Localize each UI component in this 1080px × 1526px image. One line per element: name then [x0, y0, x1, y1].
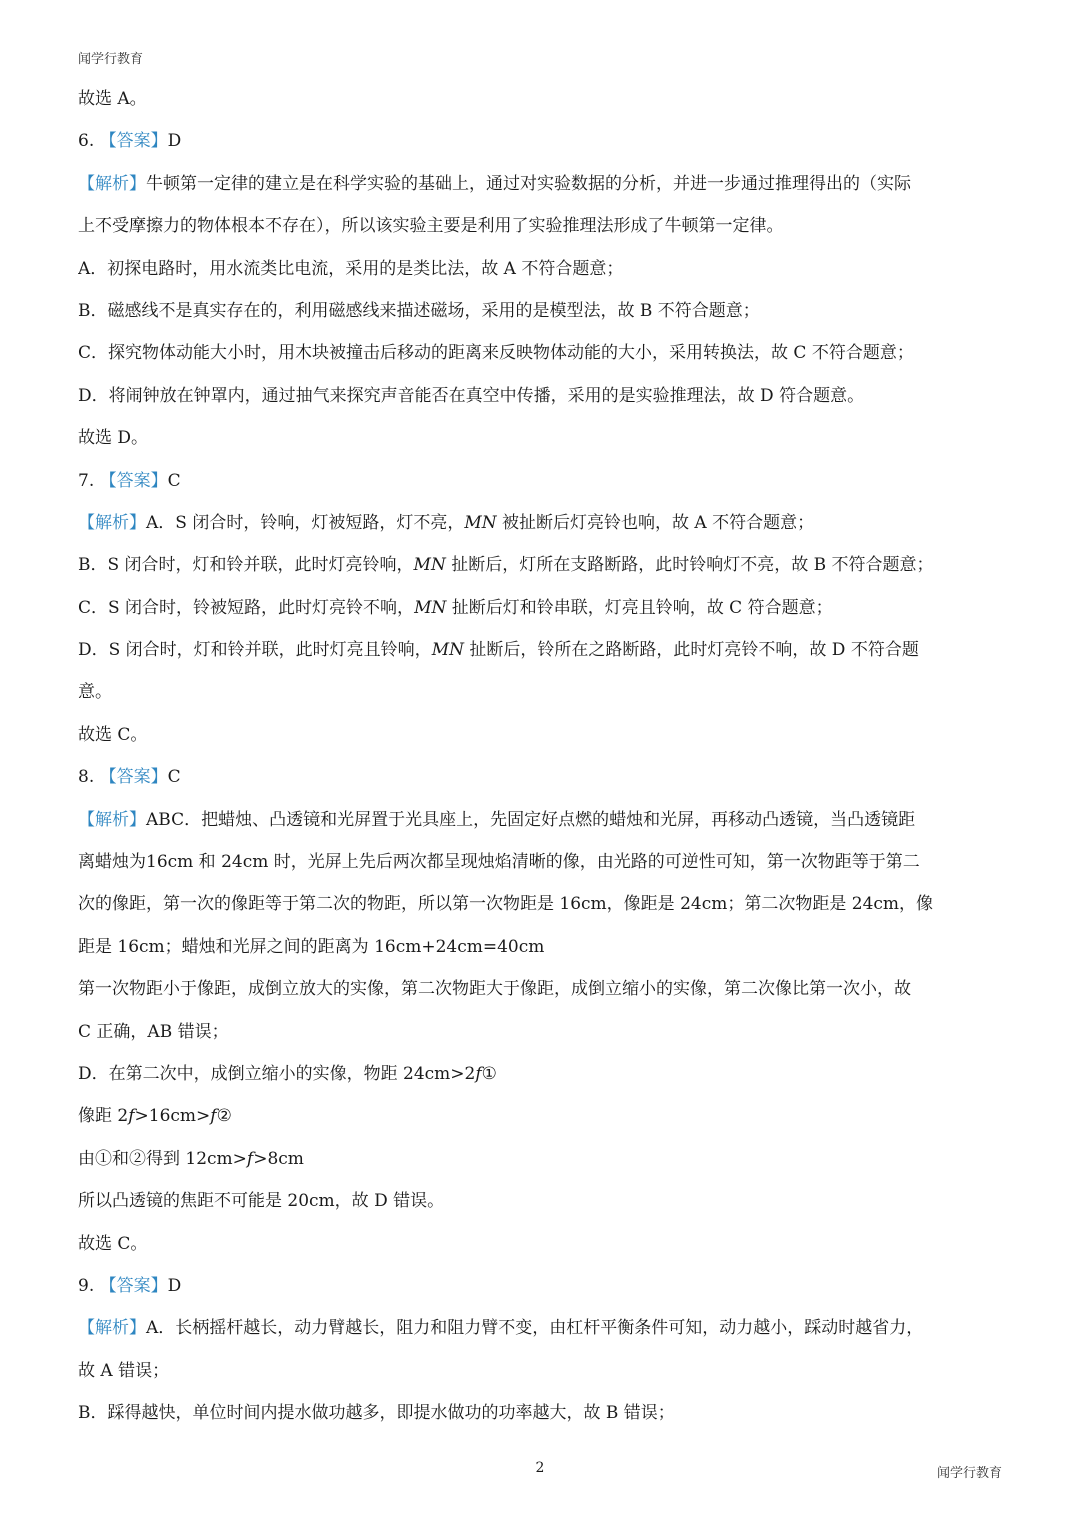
text-segment: B．踩得越快，单位时间内提水做功越多，即提水做功的功率越大，故 B 错误； — [78, 1403, 675, 1424]
italic-symbol: MN — [464, 512, 497, 533]
text-segment: 9. — [78, 1275, 100, 1296]
text-segment: 故选 D。 — [78, 428, 149, 449]
text-line — [78, 799, 1006, 841]
text-segment: >16cm> — [134, 1106, 211, 1127]
italic-symbol: MN — [431, 640, 464, 661]
text-line — [78, 120, 1006, 162]
text-line — [78, 714, 1006, 756]
text-line — [78, 1265, 1006, 1307]
header-brand: 闻学行教育 — [78, 52, 144, 67]
analysis-tag: 【解析】 — [78, 512, 146, 533]
text-line — [78, 290, 1006, 332]
text-line — [78, 926, 1006, 968]
text-line — [78, 375, 1006, 417]
text-segment: A．初探电路时，用水流类比电流，采用的是类比法，故 A 不符合题意； — [78, 258, 624, 279]
analysis-tag: 【解析】 — [78, 173, 146, 194]
text-line — [78, 1180, 1006, 1222]
text-line — [78, 502, 1006, 544]
text-line — [78, 248, 1006, 290]
text-segment: 第一次物距小于像距，成倒立放大的实像，第二次物距大于像距，成倒立缩小的实像，第二次像比第一次小，故 — [78, 979, 911, 1000]
text-segment: A．S 闭合时，铃响，灯被短路，灯不亮， — [146, 512, 465, 533]
text-segment: 扯断后灯和铃串联，灯亮且铃响，故 C 符合题意； — [446, 597, 833, 618]
text-segment: C 正确，AB 错误； — [78, 1021, 229, 1042]
italic-symbol: MN — [414, 597, 447, 618]
text-segment: A．长柄摇杆越长，动力臂越长，阻力和阻力臂不变，由杠杆平衡条件可知，动力越小，踩动时越省力， — [146, 1318, 924, 1339]
text-line — [78, 460, 1006, 502]
text-line — [78, 883, 1006, 925]
text-segment: D — [167, 131, 182, 152]
text-segment: 所以凸透镜的焦距不可能是 20cm，故 D 错误。 — [78, 1191, 445, 1212]
text-segment: 7. — [78, 470, 100, 491]
answer-tag: 【答案】 — [99, 1275, 168, 1296]
text-segment: 扯断后，灯所在支路断路，此时铃响灯不亮，故 B 不符合题意； — [445, 555, 934, 576]
text-segment: D．将闹钟放在钟罩内，通过抽气来探究声音能否在真空中传播，采用的是实验推理法，故 D 符合题意。 — [78, 385, 865, 406]
text-segment: D — [167, 1275, 182, 1296]
text-line — [78, 1223, 1006, 1265]
text-segment: ABC．把蜡烛、凸透镜和光屏置于光具座上，先固定好点燃的蜡烛和光屏，再移动凸透镜，当凸透镜距 — [146, 809, 916, 830]
analysis-tag: 【解析】 — [78, 1318, 146, 1339]
text-segment: 由①和②得到 12cm> — [78, 1148, 247, 1169]
italic-symbol: f — [128, 1106, 135, 1127]
text-line — [78, 78, 1006, 120]
text-segment: D．S 闭合时，灯和铃并联，此时灯亮且铃响， — [78, 640, 432, 661]
text-line — [78, 671, 1006, 713]
text-segment: C — [167, 767, 181, 788]
text-line — [78, 1392, 1006, 1434]
text-segment: C．S 闭合时，铃被短路，此时灯亮铃不响， — [78, 597, 415, 618]
text-segment: D．在第二次中，成倒立缩小的实像，物距 24cm>2 — [78, 1063, 476, 1084]
text-segment: 离蜡烛为16cm 和 24cm 时，光屏上先后两次都呈现烛焰清晰的像，由光路的可逆性可知，第一次物距等于第二 — [78, 852, 920, 873]
text-segment: 故选 C。 — [78, 724, 148, 745]
text-segment: C．探究物体动能大小时，用木块被撞击后移动的距离来反映物体动能的大小，采用转换法，故 C 不符合题意； — [78, 343, 914, 364]
text-segment: 8. — [78, 767, 100, 788]
text-segment: C — [167, 470, 181, 491]
text-line — [78, 1307, 1006, 1349]
answer-tag: 【答案】 — [99, 767, 168, 788]
answer-tag: 【答案】 — [99, 470, 168, 491]
text-segment: 故 A 错误； — [78, 1360, 170, 1381]
text-segment: 故选 A。 — [78, 89, 147, 109]
analysis-tag: 【解析】 — [78, 809, 146, 830]
text-line — [78, 332, 1006, 374]
italic-symbol: MN — [413, 555, 446, 576]
text-line — [78, 587, 1006, 629]
text-segment: 距是 16cm；蜡烛和光屏之间的距离为 16cm+24cm=40cm — [78, 936, 545, 957]
text-segment: 扯断后，铃所在之路断路，此时灯亮铃不响，故 D 不符合题 — [463, 640, 919, 661]
text-segment: B．磁感线不是真实存在的，利用磁感线来描述磁场，采用的是模型法，故 B 不符合题意； — [78, 300, 760, 321]
text-segment: 故选 C。 — [78, 1233, 148, 1254]
text-line — [78, 1011, 1006, 1053]
text-line — [78, 841, 1006, 883]
page-number: 2 — [535, 1460, 545, 1476]
answer-tag: 【答案】 — [99, 131, 168, 152]
text-line — [78, 205, 1006, 247]
text-line — [78, 1095, 1006, 1137]
text-line — [78, 1138, 1006, 1180]
text-segment: 像距 2 — [78, 1106, 129, 1127]
footer-brand: 闻学行教育 — [936, 1466, 1002, 1481]
text-segment: 意。 — [78, 682, 112, 703]
text-segment: B．S 闭合时，灯和铃并联，此时灯亮铃响， — [78, 555, 414, 576]
text-line — [78, 1350, 1006, 1392]
text-segment: 次的像距，第一次的像距等于第二次的物距，所以第一次物距是 16cm，像距是 24cm；第二次物距是 24cm，像 — [78, 894, 934, 915]
italic-symbol: f — [475, 1063, 482, 1084]
text-segment: >8cm — [253, 1148, 304, 1169]
text-segment: 被扯断后灯亮铃也响，故 A 不符合题意； — [496, 512, 815, 533]
text-line — [78, 417, 1006, 459]
text-line — [78, 163, 1006, 205]
text-segment: 上不受摩擦力的物体根本不存在），所以该实验主要是利用了实验推理法形成了牛顿第一定律。 — [78, 216, 784, 237]
italic-symbol: f — [246, 1148, 254, 1169]
text-line — [78, 629, 1006, 671]
text-line — [78, 968, 1006, 1010]
document-body — [78, 78, 1006, 1435]
italic-symbol: f — [210, 1106, 217, 1127]
text-segment: 6. — [78, 131, 100, 152]
text-line — [78, 1053, 1006, 1095]
text-segment: ② — [216, 1106, 232, 1127]
text-segment: 牛顿第一定律的建立是在科学实验的基础上，通过对实验数据的分析，并进一步通过推理得出的（实际 — [146, 173, 911, 194]
text-line — [78, 544, 1006, 586]
text-segment: ① — [481, 1063, 497, 1084]
text-line — [78, 756, 1006, 798]
